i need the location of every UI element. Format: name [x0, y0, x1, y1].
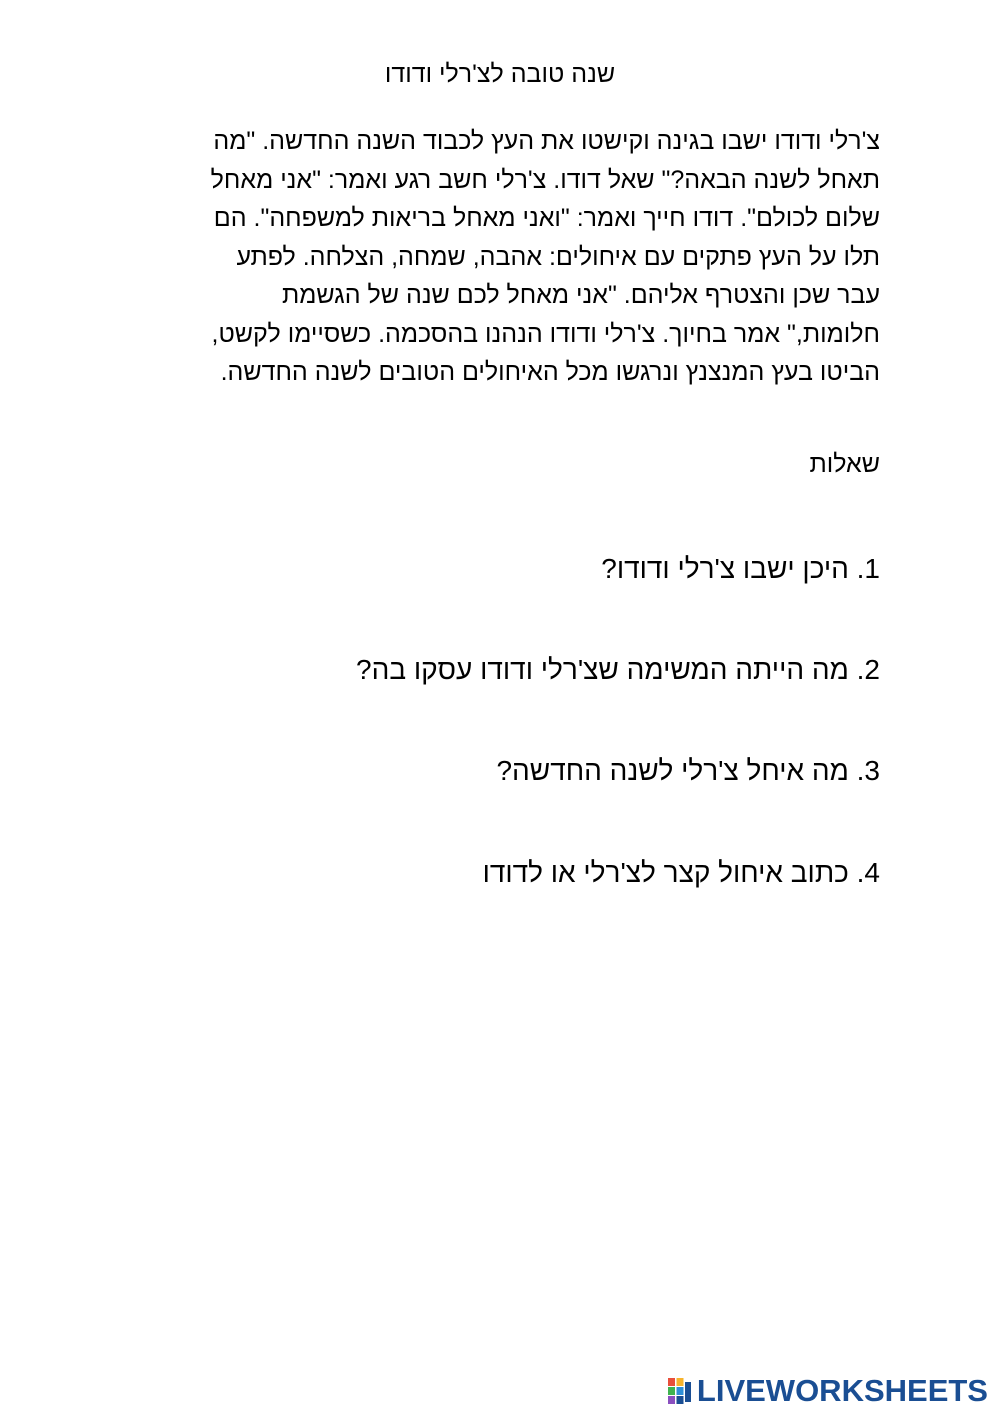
story-line: עבר שכן והצטרף אליהם. "אני מאחל לכם שנה של הגשמת: [281, 281, 880, 309]
story-line: צ'רלי ודודו ישבו בגינה וקישטו את העץ לכבוד השנה החדשה. "מה: [213, 127, 880, 155]
story-line: תאחל לשנה הבאה?" שאל דודו. צ'רלי חשב רגע ואמר: "אני מאחל: [210, 165, 880, 194]
question-3: 3. מה איחל צ'רלי לשנה החדשה?: [496, 755, 880, 786]
question-4: 4. כתוב איחול קצר לצ'רלי או לדודו: [482, 857, 880, 888]
page-title: שנה טובה לצ'רלי ודודו: [384, 60, 616, 88]
story-line: הביטו בעץ המנצנץ ונרגשו מכל האיחולים הטובים לשנה החדשה.: [220, 358, 880, 386]
brand-text: LIVEWORKSHEETS: [696, 1373, 988, 1408]
liveworksheets-logo-icon: [667, 1376, 693, 1406]
story-paragraph: [118, 122, 880, 392]
story-line: תלו על העץ פתקים עם איחולים: אהבה, שמחה, הצלחה. לפתע: [236, 242, 880, 271]
story-line: חלומות," אמר בחיוך. צ'רלי ודודו הנהנו בהסכמה. כשסיימו לקשט,: [211, 319, 880, 348]
questions-heading: שאלות: [809, 450, 880, 478]
question-2: 2. מה הייתה המשימה שצ'רלי ודודו עסקו בה?: [356, 654, 880, 685]
story-line: שלום לכולם". דודו חייך ואמר: "ואני מאחל בריאות למשפחה". הם: [213, 204, 880, 232]
question-1: 1. היכן ישבו צ'רלי ודודו?: [601, 553, 880, 584]
liveworksheets-brand: [667, 1371, 988, 1411]
